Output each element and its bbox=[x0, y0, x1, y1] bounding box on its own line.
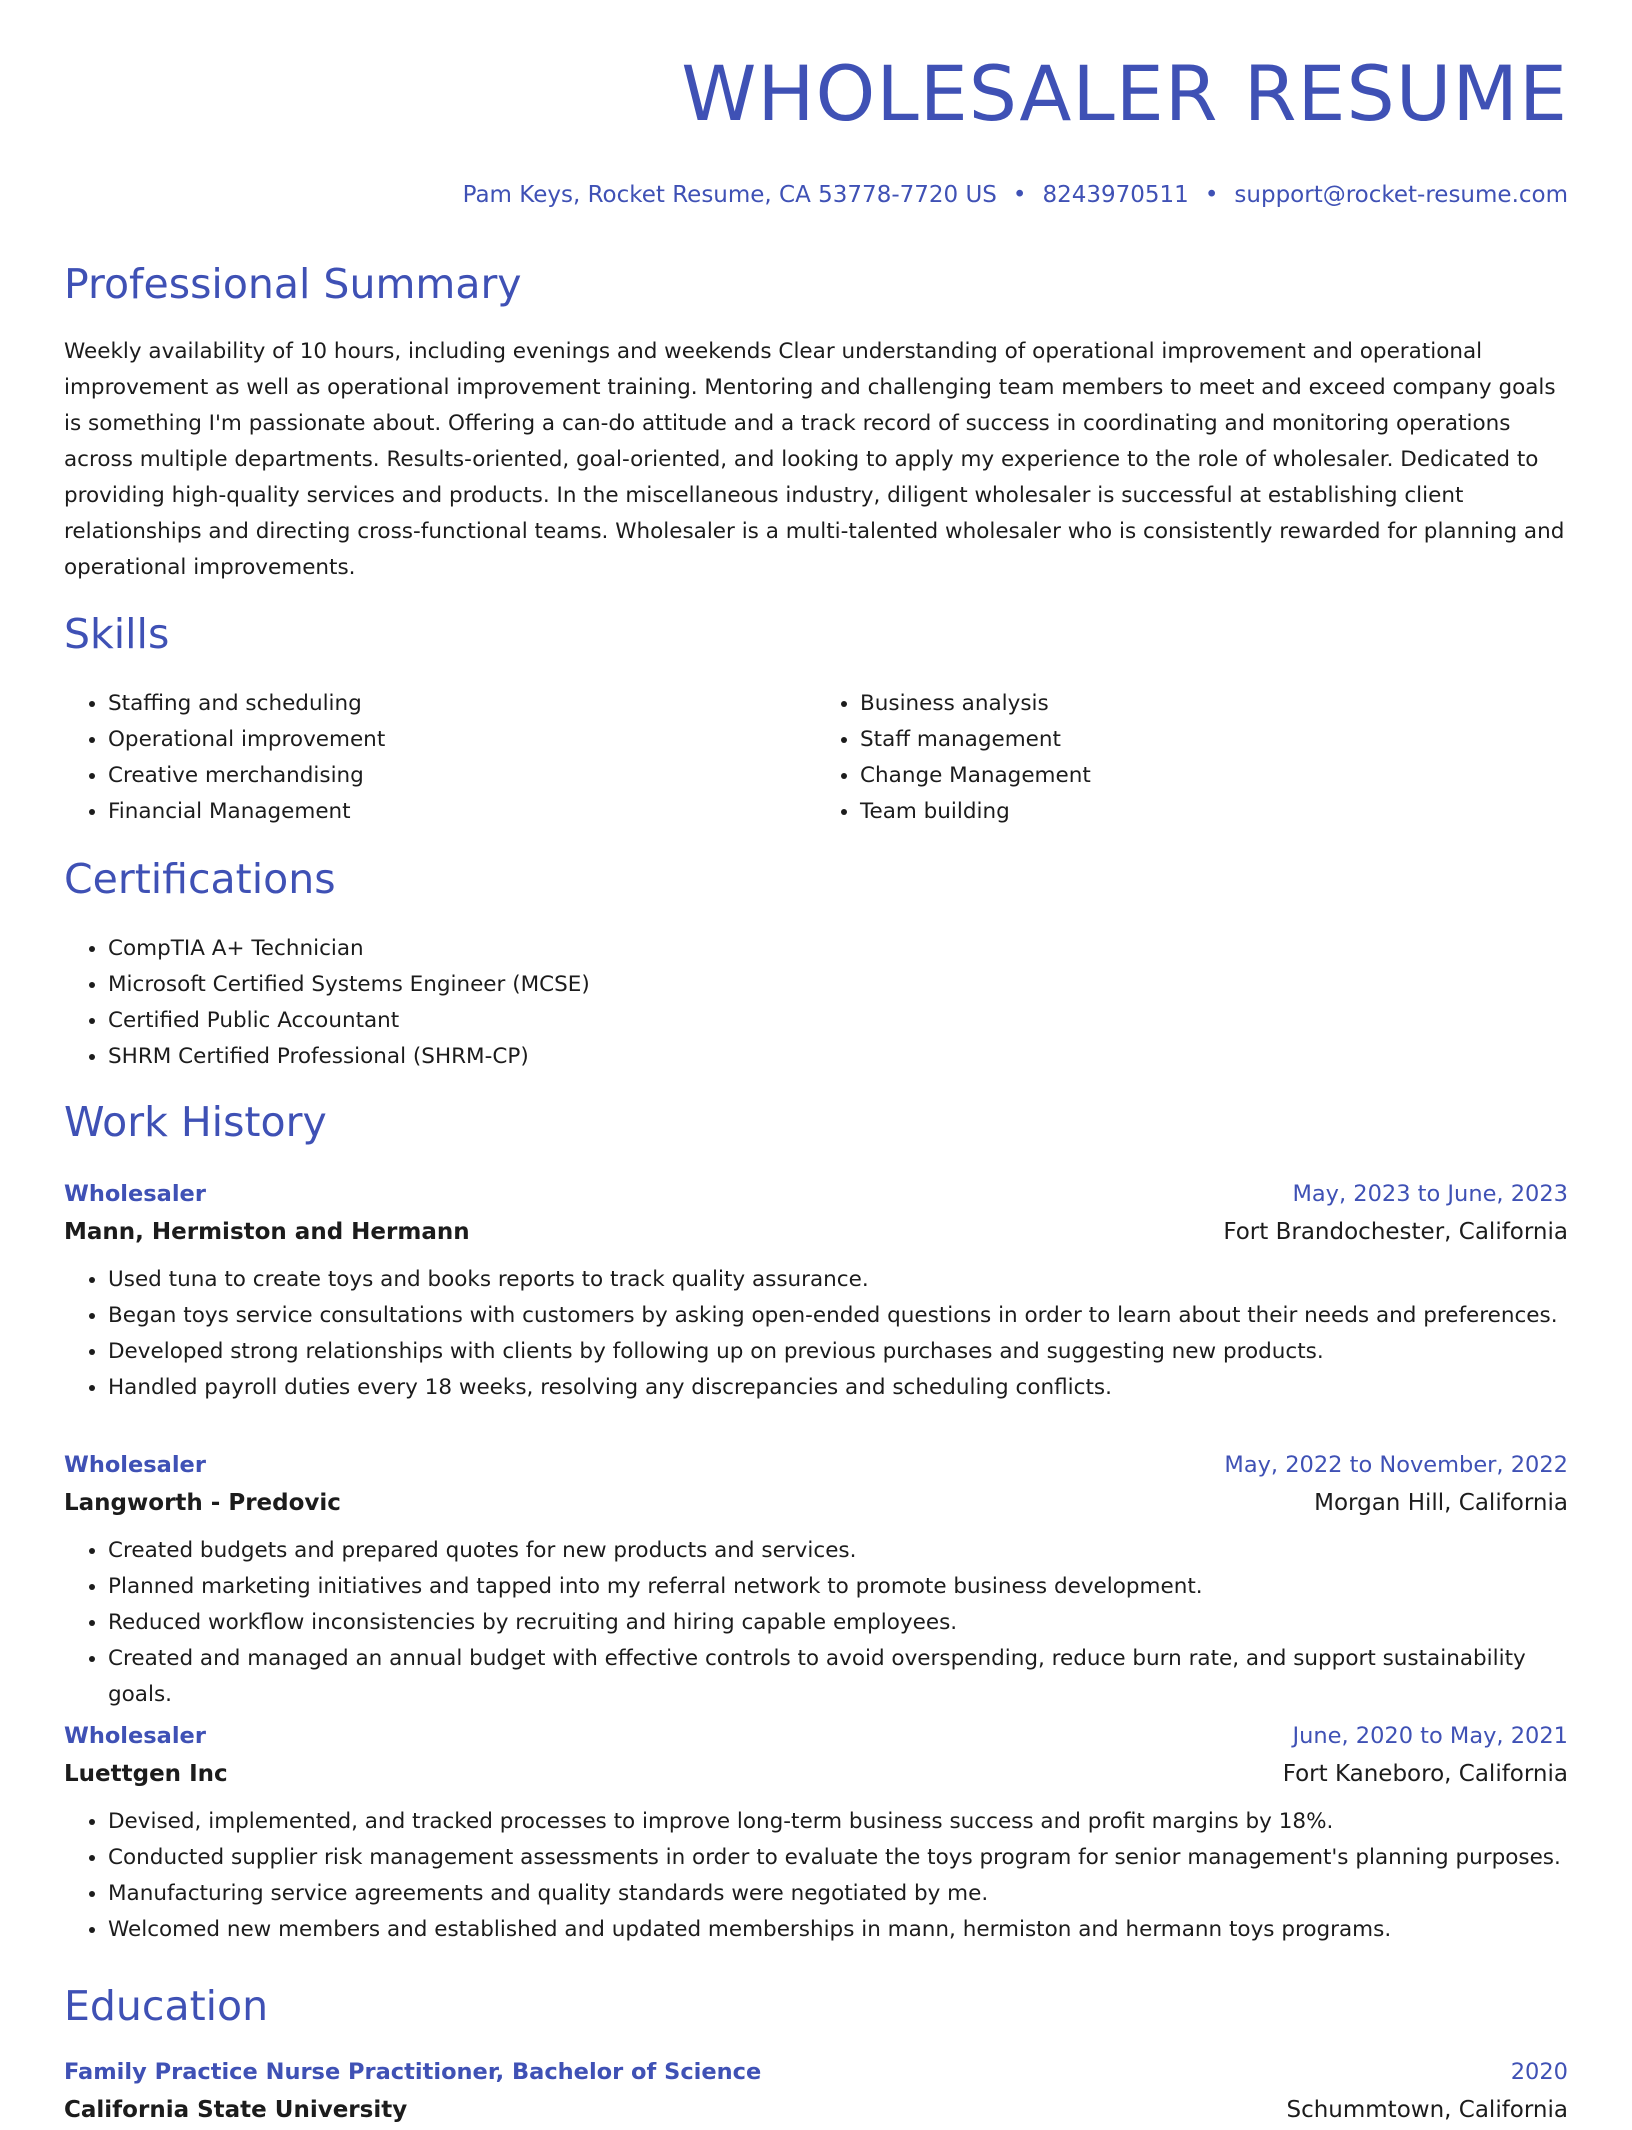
skill-item: • Operational improvement bbox=[108, 722, 816, 758]
skills-column-right bbox=[816, 686, 1568, 830]
certifications-heading: Certifications bbox=[64, 855, 336, 903]
contact-phone: 8243970511 bbox=[1042, 182, 1189, 208]
skills-heading: Skills bbox=[64, 610, 170, 658]
job-bullets bbox=[64, 1262, 1568, 1406]
skill-item: • Business analysis bbox=[860, 686, 1568, 722]
job-location: Morgan Hill, California bbox=[1314, 1490, 1568, 1516]
job-bullet: • Devised, implemented, and tracked processes to improve long-term business success and profit margins by 18%. bbox=[108, 1804, 1568, 1840]
job-entry bbox=[64, 1447, 1568, 1713]
job-bullet: • Developed strong relationships with clients by following up on previous purchases and suggesting new products. bbox=[108, 1334, 1568, 1370]
job-bullet: • Conducted supplier risk management assessments in order to evaluate the toys program for senior management's planning purposes. bbox=[108, 1840, 1568, 1876]
skill-item: • Staffing and scheduling bbox=[108, 686, 816, 722]
job-dates: June, 2020 to May, 2021 bbox=[1292, 1723, 1568, 1749]
job-bullet: • Planned marketing initiatives and tapped into my referral network to promote business development. bbox=[108, 1569, 1568, 1605]
education-year: 2020 bbox=[1510, 2059, 1568, 2085]
contact-line bbox=[463, 182, 1568, 208]
contact-separator: • bbox=[1204, 182, 1219, 208]
job-dates: May, 2022 to November, 2022 bbox=[1224, 1452, 1568, 1478]
skill-item: • Financial Management bbox=[108, 794, 816, 830]
job-dates: May, 2023 to June, 2023 bbox=[1292, 1181, 1568, 1207]
job-bullet: • Manufacturing service agreements and quality standards were negotiated by me. bbox=[108, 1876, 1568, 1912]
skills-list bbox=[64, 686, 1568, 830]
job-company: Langworth - Predovic bbox=[64, 1490, 341, 1516]
skill-item: • Creative merchandising bbox=[108, 758, 816, 794]
job-bullet: • Reduced workflow inconsistencies by recruiting and hiring capable employees. bbox=[108, 1605, 1568, 1641]
job-title: Wholesaler bbox=[64, 1181, 206, 1207]
job-bullet: • Created budgets and prepared quotes for new products and services. bbox=[108, 1533, 1568, 1569]
skills-column-left bbox=[64, 686, 816, 830]
job-bullet: • Welcomed new members and established and updated memberships in mann, hermiston and hermann toys programs. bbox=[108, 1912, 1568, 1948]
job-company: Luettgen Inc bbox=[64, 1761, 228, 1787]
job-entry bbox=[64, 1718, 1568, 1948]
resume-title: WHOLESALER RESUME bbox=[681, 49, 1568, 138]
job-bullets bbox=[64, 1804, 1568, 1948]
education-location: Schummtown, California bbox=[1286, 2097, 1568, 2123]
job-bullet: • Created and managed an annual budget with effective controls to avoid overspending, reduce burn rate, and support sustainability goals. bbox=[108, 1641, 1568, 1713]
work-history-heading: Work History bbox=[64, 1098, 327, 1146]
education-entry bbox=[64, 2054, 1568, 2130]
job-title: Wholesaler bbox=[64, 1723, 206, 1749]
certifications-list bbox=[64, 931, 590, 1075]
job-location: Fort Kaneboro, California bbox=[1282, 1761, 1568, 1787]
education-heading: Education bbox=[64, 1982, 269, 2030]
education-degree: Family Practice Nurse Practitioner, Bachelor of Science bbox=[64, 2059, 762, 2085]
certification-item: • Microsoft Certified Systems Engineer (MCSE) bbox=[108, 967, 590, 1003]
contact-separator: • bbox=[1012, 182, 1027, 208]
job-bullet: • Began toys service consultations with customers by asking open-ended questions in order to learn about their needs and preferences. bbox=[108, 1298, 1568, 1334]
job-bullet: • Used tuna to create toys and books reports to track quality assurance. bbox=[108, 1262, 1568, 1298]
skill-item: • Change Management bbox=[860, 758, 1568, 794]
job-bullet: • Handled payroll duties every 18 weeks, resolving any discrepancies and scheduling conflicts. bbox=[108, 1370, 1568, 1406]
job-entry bbox=[64, 1176, 1568, 1406]
job-title: Wholesaler bbox=[64, 1452, 206, 1478]
contact-email[interactable]: support@rocket-resume.com bbox=[1234, 182, 1568, 208]
summary-text: Weekly availability of 10 hours, including evenings and weekends Clear understanding of operational improvement and operational improvement as well as operational improvement training. Mentoring and challenging team members to meet and exceed company goals is something I'm passionate about. Offering a can-do attitude and a track record of success in coordinating and monitoring operations across multiple departments. Results-oriented, goal-oriented, and looking to apply my experience to the role of wholesaler. Dedicated to providing high-quality services and products. In the miscellaneous industry, diligent wholesaler is successful at establishing client relationships and directing cross-functional teams. Wholesaler is a multi-talented wholesaler who is consistently rewarded for planning and operational improvements. bbox=[64, 339, 1565, 580]
job-location: Fort Brandochester, California bbox=[1223, 1219, 1568, 1245]
certification-item: • SHRM Certified Professional (SHRM-CP) bbox=[108, 1039, 590, 1075]
education-school: California State University bbox=[64, 2097, 408, 2123]
skill-item: • Staff management bbox=[860, 722, 1568, 758]
certification-item: • CompTIA A+ Technician bbox=[108, 931, 590, 967]
job-company: Mann, Hermiston and Hermann bbox=[64, 1219, 470, 1245]
contact-address: Pam Keys, Rocket Resume, CA 53778-7720 US bbox=[462, 182, 997, 208]
skill-item: • Team building bbox=[860, 794, 1568, 830]
job-bullets bbox=[64, 1533, 1568, 1713]
summary-heading: Professional Summary bbox=[64, 260, 522, 308]
certification-item: • Certified Public Accountant bbox=[108, 1003, 590, 1039]
